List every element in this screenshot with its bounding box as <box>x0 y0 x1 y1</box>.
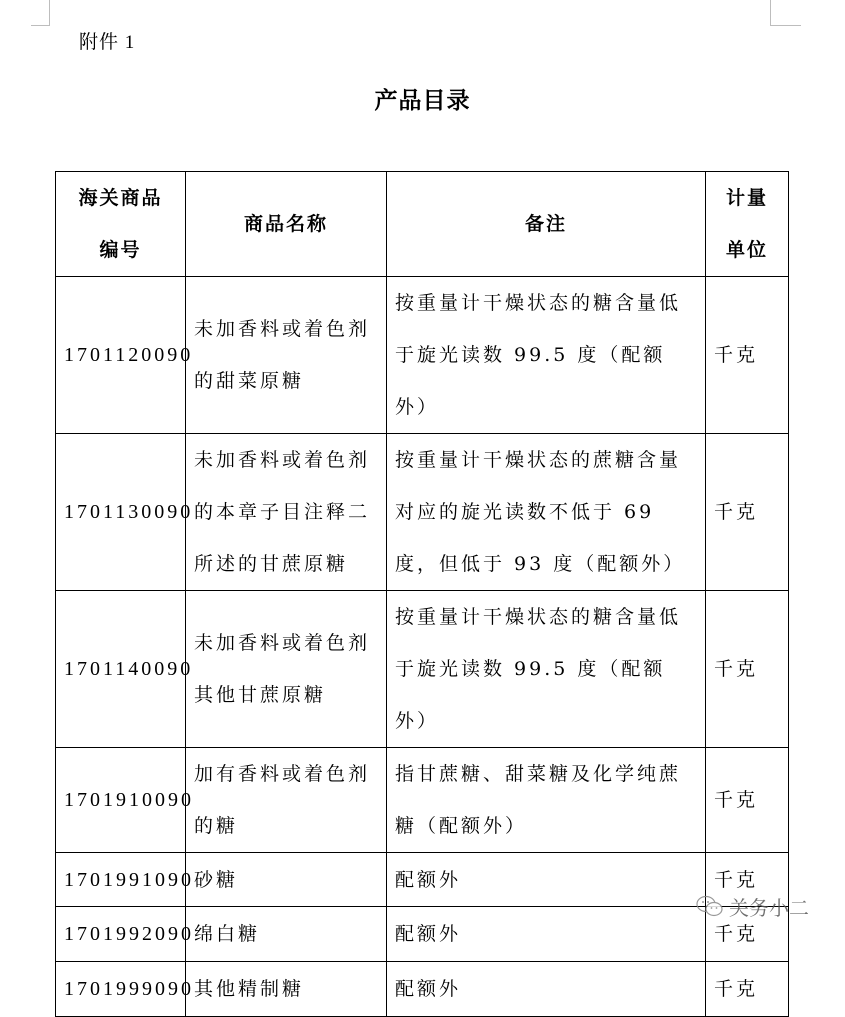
cell-remark: 指甘蔗糖、甜菜糖及化学纯蔗糖（配额外） <box>387 748 706 853</box>
table-row <box>56 907 789 962</box>
cell-code: 1701910090 <box>56 748 186 853</box>
cell-unit: 千克 <box>706 277 789 434</box>
cell-code: 1701999090 <box>56 962 186 1017</box>
cell-name: 砂糖 <box>186 853 387 907</box>
table-header-row <box>56 172 789 277</box>
cell-unit: 千克 <box>706 591 789 748</box>
cell-remark: 配额外 <box>387 907 706 962</box>
cell-code: 1701140090 <box>56 591 186 748</box>
cell-remark: 按重量计干燥状态的糖含量低于旋光读数 99.5 度（配额外） <box>387 591 706 748</box>
cell-remark: 配额外 <box>387 853 706 907</box>
table-row <box>56 591 789 748</box>
cell-unit: 千克 <box>706 907 789 962</box>
cell-name: 绵白糖 <box>186 907 387 962</box>
cell-name: 加有香料或着色剂的糖 <box>186 748 387 853</box>
cell-name: 未加香料或着色剂的甜菜原糖 <box>186 277 387 434</box>
table-row <box>56 434 789 591</box>
watermark-text: 关务小二 <box>729 896 809 920</box>
cell-remark: 配额外 <box>387 962 706 1017</box>
page-title: 产品目录 <box>374 88 471 114</box>
cell-code: 1701991090 <box>56 853 186 907</box>
header-remark: 备注 <box>387 172 706 277</box>
table-row <box>56 962 789 1017</box>
cell-code: 1701130090 <box>56 434 186 591</box>
watermark <box>695 892 809 921</box>
header-code: 海关商品编号 <box>56 172 186 277</box>
cell-unit: 千克 <box>706 853 789 907</box>
cell-code: 1701120090 <box>56 277 186 434</box>
table-row <box>56 748 789 853</box>
header-name: 商品名称 <box>186 172 387 277</box>
cell-unit: 千克 <box>706 434 789 591</box>
header-unit: 计量单位 <box>706 172 789 277</box>
cell-name: 其他精制糖 <box>186 962 387 1017</box>
cell-code: 1701992090 <box>56 907 186 962</box>
crop-mark-right <box>770 0 801 26</box>
wechat-icon <box>695 894 725 920</box>
cell-remark: 按重量计干燥状态的糖含量低于旋光读数 99.5 度（配额外） <box>387 277 706 434</box>
cell-name: 未加香料或着色剂其他甘蔗原糖 <box>186 591 387 748</box>
table-row <box>56 277 789 434</box>
attachment-label: 附件 1 <box>79 32 136 53</box>
crop-mark-left <box>31 0 50 26</box>
cell-unit: 千克 <box>706 962 789 1017</box>
cell-unit: 千克 <box>706 748 789 853</box>
table-row <box>56 853 789 907</box>
cell-remark: 按重量计干燥状态的蔗糖含量对应的旋光读数不低于 69 度，但低于 93 度（配额外） <box>387 434 706 591</box>
product-catalog-table <box>55 171 789 1017</box>
cell-name: 未加香料或着色剂的本章子目注释二所述的甘蔗原糖 <box>186 434 387 591</box>
